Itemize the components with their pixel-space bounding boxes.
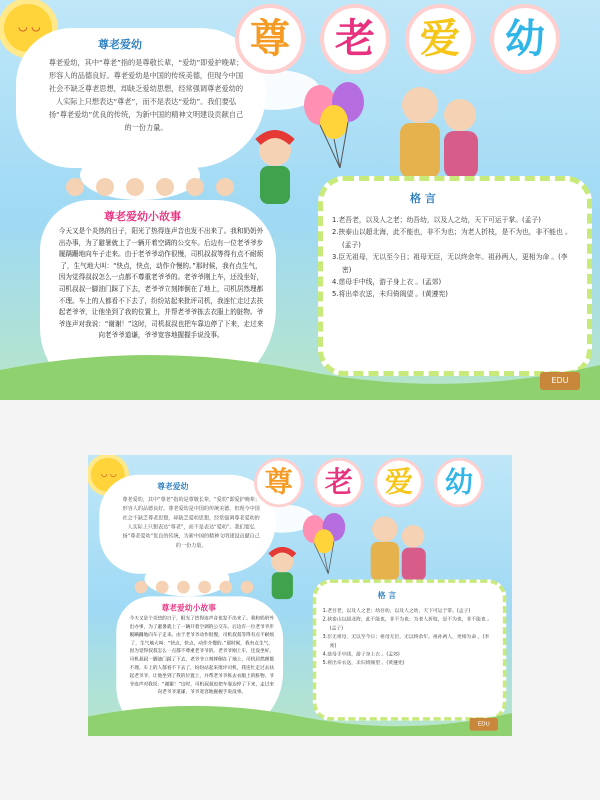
motto-item: 4.慈母手中线，游子身上衣 。(孟郊) bbox=[322, 651, 400, 658]
edu-sign: EDU bbox=[540, 372, 580, 390]
title-char-3: 爱 bbox=[374, 458, 423, 507]
edu-sign: EDU bbox=[470, 718, 498, 731]
sun-icon: ◡ ◡ bbox=[91, 458, 125, 492]
story-text: 今天又是个炎热的日子，阳光了热得连声音也发不出来了。我和奶奶外出办事，为了避暑就上了一辆开着空调的公交车。后边有一位老爷爷步履蹒跚地向车子走来。由于老爷爷动作很慢，司机叔叔等得有点不耐烦了，生气地大叫：“快点，快点，动作介慢的。”那时候，我有点生气，因为觉得叔叔怎么一点都不尊重老爷爷的。老爷爷刚上车，还没坐好，司机叔叔一脚油门踩了下去，老爷爷立刻摔倒在了地上，司机居然理都不理。车上的人都看不下去了，纷纷站起来批评司机，我连忙走过去扶起老爷爷，让他坐到了我的位置上，并帮老爷爷拣去衣服上的脏物。爷爷连声对我说：“谢谢！”这时，司机叔叔也把车靠边停了下来，走过来向老爷爷道谦，爷爷宽容地握握手说没事。 bbox=[58, 227, 264, 340]
title-char-2: 老 bbox=[320, 4, 390, 74]
motto-heading: 格 言 bbox=[410, 192, 436, 205]
motto-list bbox=[332, 214, 572, 301]
story-heading: 尊老爱幼小故事 bbox=[104, 210, 181, 223]
motto-item: 4.慈母手中线，游子身上衣 。(孟郊) bbox=[332, 278, 442, 287]
title-char-1: 尊 bbox=[235, 4, 305, 74]
intro-text: 尊老爱幼，其中“尊老”指的是尊敬长辈，“爱幼”即爱护晚辈；形容人的品德良好。尊老爱幼是中国的传统美德，但现今中国社会不缺乏尊老思想，却缺乏爱幼思想，经常强调尊老爱幼的人实际上只想表达“尊老”，而不是表达“爱幼”。我们要弘扬“尊老爱幼”优良的传统，为新中国的精神文明建设贡献自己的一份力量。 bbox=[48, 58, 244, 132]
grandparents-illustration bbox=[390, 80, 490, 180]
title-char-1: 尊 bbox=[254, 458, 303, 507]
motto-item: 5.将出牵衣送，未归倚阁望 。(黄遵宪) bbox=[322, 660, 405, 666]
motto-heading: 格 言 bbox=[377, 590, 397, 600]
intro-heading: 尊老爱幼 bbox=[98, 38, 142, 51]
grass-decoration bbox=[88, 688, 512, 736]
title-char-3: 爱 bbox=[405, 4, 475, 74]
title-char-4: 幼 bbox=[490, 4, 560, 74]
motto-item: 3.臣无祖母，无以至今日；祖母无臣，无以终余年。祖孙两人，更相为命 。(李密) bbox=[332, 253, 568, 274]
motto-item: 3.臣无祖母，无以至今日；祖母无臣，无以终余年。祖孙两人，更相为命 。(李密) bbox=[322, 633, 490, 649]
balloon-icon bbox=[300, 80, 380, 170]
title-char-4: 幼 bbox=[434, 458, 483, 507]
motto-item: 1.老吾老，以及人之老；幼吾幼，以及人之幼，天下可运于掌。(孟子) bbox=[322, 607, 471, 614]
balloon-icon bbox=[300, 512, 357, 576]
motto-item: 2.挟泰山以超北海，此不能也，非不为也；为老人折枝，是不为也，非不能也 。(孟子) bbox=[332, 228, 572, 249]
story-heading: 尊老爱幼小故事 bbox=[161, 603, 216, 613]
motto-item: 5.将出牵衣送，未归倚阁望 。(黄遵宪) bbox=[332, 290, 448, 299]
poster-thumbnail bbox=[88, 455, 512, 736]
motto-item: 1.老吾老，以及人之老；幼吾幼，以及人之幼，天下可运于掌。(孟子) bbox=[332, 216, 541, 224]
grass-decoration bbox=[0, 330, 600, 400]
grandparents-illustration bbox=[364, 512, 435, 583]
sun-icon: ◡ ◡ bbox=[4, 4, 52, 52]
motto-list bbox=[323, 606, 493, 667]
story-text: 今天又是个炎热的日子，阳光了热得连声音也发不出来了。我和奶奶外出办事，为了避暑就上了一辆开着空调的公交车。后边有一位老爷爷步履蹒跚地向车子走来。由于老爷爷动作很慢，司机叔叔等得有点不耐烦了，生气地大叫：“快点，快点，动作介慢的。”那时候，我有点生气，因为觉得叔叔怎么一点都不尊重老爷爷的。老爷爷刚上车，还没坐好，司机叔叔一脚油门踩了下去，老爷爷立刻摔倒在了地上，司机居然理都不理。车上的人都看不下去了，纷纷站起来批评司机，我连忙走过去扶起老爷爷，让他坐到了我的位置上，并帮老爷爷拣去衣服上的脏物。爷爷连声对我说：“谢谢！”这时，司机叔叔也把车靠边停了下来，走过来向老爷爷道谦，爷爷宽容地握握手说没事。 bbox=[129, 615, 275, 695]
intro-heading: 尊老爱幼 bbox=[157, 481, 189, 492]
motto-item: 2.挟泰山以超北海，此不能也，非不为也；为老人折枝，是不为也，非不能也 。(孟子) bbox=[322, 616, 493, 631]
title-char-2: 老 bbox=[314, 458, 363, 507]
intro-text: 尊老爱幼，其中“尊老”指的是尊敬长辈，“爱幼”即爱护晚辈；形容人的品德良好。尊老爱幼是中国的传统美德，但现今中国社会不缺乏尊老思想，却缺乏爱幼思想，经常强调尊老爱幼的人实际上只想表达“尊老”，而不是表达“爱幼”。我们要弘扬“尊老爱幼”优良的传统，为新中国的精神文明建设贡献自己的一份力量。 bbox=[122, 495, 260, 549]
